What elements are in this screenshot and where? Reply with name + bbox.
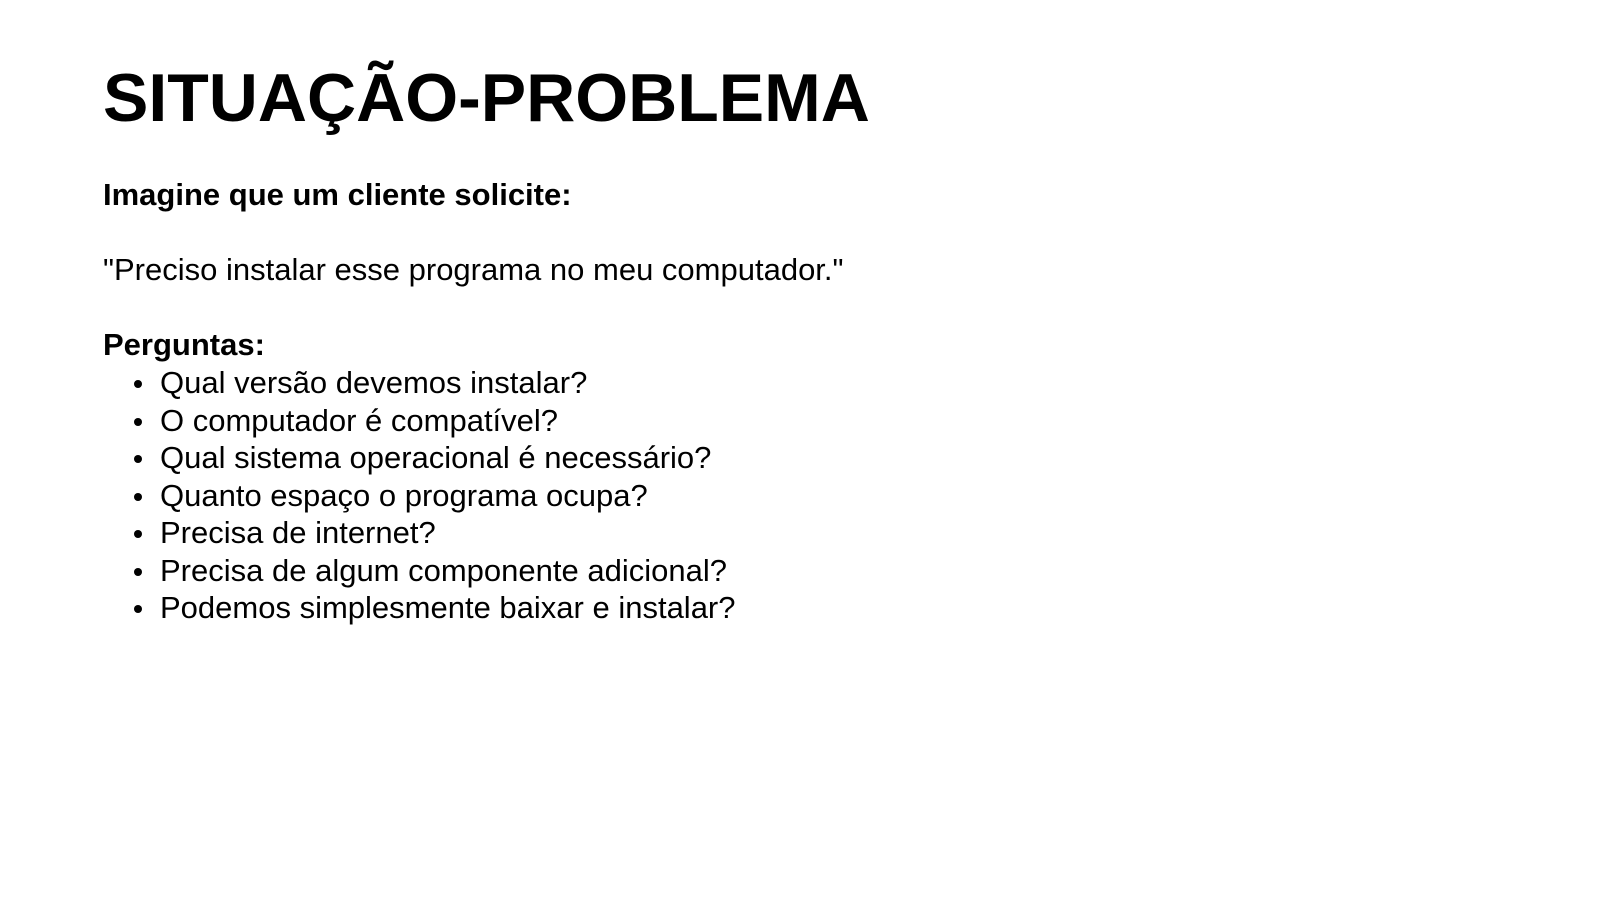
question-text: Precisa de internet? [160,515,436,550]
bullet-icon [134,568,142,576]
bullet-icon [134,605,142,613]
question-text: Qual versão devemos instalar? [160,365,588,400]
list-item [160,402,1503,440]
list-item [160,439,1503,477]
bullet-icon [134,380,142,388]
bullet-icon [134,418,142,426]
questions-list [103,364,1503,627]
question-text: O computador é compatível? [160,402,559,438]
slide-title: SITUAÇÃO-PROBLEMA [103,60,870,136]
list-item [160,364,1503,402]
slide-content [103,58,1503,627]
bullet-icon [134,530,142,538]
question-text: Podemos simplesmente baixar e instalar? [160,590,736,625]
client-quote: "Preciso instalar esse programa no meu computador." [103,252,844,287]
list-item [160,477,1503,515]
question-text: Qual sistema operacional é necessário? [160,440,712,475]
list-item [160,589,1503,627]
question-text: Precisa de algum componente adicional? [160,552,727,588]
bullet-icon [134,455,142,463]
list-item [160,552,1503,590]
question-text: Quanto espaço o programa ocupa? [160,477,648,513]
bullet-icon [134,493,142,501]
intro-text: Imagine que um cliente solicite: [103,177,572,212]
list-item [160,514,1503,552]
questions-heading: Perguntas: [103,327,265,362]
